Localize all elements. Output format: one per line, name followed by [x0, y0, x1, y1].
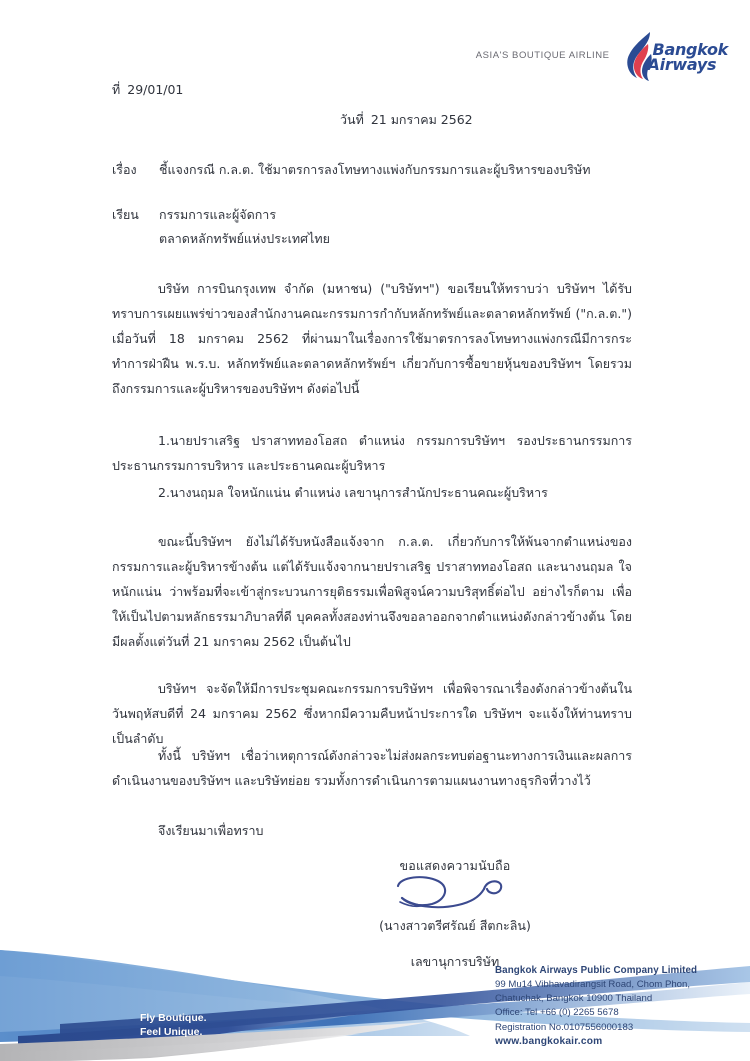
logo-word-airways: Airways [647, 54, 717, 74]
address-line-1: 99 Mu14 Vibhavadirangsit Road, Chom Phon, [495, 978, 691, 990]
signatory-name: (นางสาวตรีศรัณย์ สีตกะลิน) [379, 918, 531, 933]
letterhead [476, 30, 728, 82]
list-item [112, 480, 632, 505]
company-name: Bangkok Airways Public Company Limited [495, 964, 698, 976]
body-paragraph-4 [112, 743, 632, 793]
airline-tagline: ASIA'S BOUTIQUE AIRLINE [475, 49, 610, 61]
date-value: 21 มกราคม 2562 [370, 112, 473, 127]
office-phone: Office: Tel +66 (0) 2265 5678 [495, 1007, 619, 1019]
reference-value: 29/01/01 [127, 82, 184, 97]
subject-value: ชี้แจงกรณี ก.ล.ต. ใช้มาตรการลงโทษทางแพ่งกับกรรมการและผู้บริหารของบริษัท [159, 162, 591, 177]
addressee-label-spacer [112, 229, 159, 249]
company-address-block [495, 964, 730, 1049]
brand-tagline-line-1: Fly Boutique. [140, 1012, 207, 1024]
body-paragraph-3 [112, 676, 632, 751]
date-label: วันที่ [340, 112, 364, 127]
addressee-row [112, 205, 276, 225]
reference-number-row [112, 80, 183, 100]
brand-tagline-line-2: Feel Unique. [140, 1026, 203, 1038]
list-item-2-text: 2.นางนฤมล ใจหนักแน่น ตำแหน่ง เลขานุการสำนักประธานคณะผู้บริหาร [158, 485, 548, 500]
signatory-title: เลขานุการบริษัท [410, 954, 500, 969]
body-paragraph-5-text: จึงเรียนมาเพื่อทราบ [158, 823, 264, 838]
bangkok-airways-logo [624, 30, 728, 82]
subject-row [112, 160, 590, 180]
body-paragraph-1-text: บริษัท การบินกรุงเทพ จำกัด (มหาชน) ("บริษัทฯ") ขอเรียนให้ทราบว่า บริษัทฯ ได้รับทราบการเผยแพร่ข่าวของสำนักงานคณะกรรมการกำกับหลักทรัพย์และตลาดหลักทรัพย์ ("ก.ล.ต.") เมื่อวันที่ 18 มกราคม 2562 ที่ผ่านมาในเรื่องการใช้มาตรการลงโทษทางแพ่งกรณีมีการกระทำการฝ่าฝืน พ.ร.บ. หลักทรัพย์และตลาดหลักทรัพย์ฯ เกี่ยวกับการซื้อขายหุ้นของบริษัทฯ โดยรวมถึงกรรมการและผู้บริหารของบริษัทฯ ดังต่อไปนี้ [112, 281, 632, 396]
list-item-1-text: 1.นายปราเสริฐ ปราสาททองโอสถ ตำแหน่ง กรรมการบริษัทฯ รองประธานกรรมการ ประธานกรรมการบริหาร และประธานคณะผู้บริหาร [112, 433, 632, 473]
date-row [340, 110, 473, 130]
body-paragraph-2-text: ขณะนี้บริษัทฯ ยังไม่ได้รับหนังสือแจ้งจาก ก.ล.ต. เกี่ยวกับการให้พ้นจากตำแหน่งของกรรมการและผู้บริหารข้างต้น แต่ได้รับแจ้งจากนายปราเสริฐ ปราสาททองโอสถ และนางนฤมล ใจหนักแน่น ว่าพร้อมที่จะเข้าสู่กระบวนการยุติธรรมเพื่อพิสูจน์ความบริสุทธิ์ต่อไป อย่างไรก็ตาม เพื่อให้เป็นไปตามหลักธรรมาภิบาลที่ดี บุคคลทั้งสองท่านจึงขอลาออกจากตำแหน่งดังกล่าวข้างต้น โดยมีผลตั้งแต่วันที่ 21 มกราคม 2562 เป็นต้นไป [112, 534, 632, 649]
logo-wordmark [647, 39, 728, 74]
body-paragraph-5 [112, 818, 632, 843]
body-paragraph-1 [112, 276, 632, 401]
body-paragraph-2 [112, 529, 632, 654]
handwritten-signature [380, 872, 530, 918]
brand-tagline [140, 1011, 207, 1039]
address-line-2: Chatuchak, Bangkok 10900 Thailand [495, 993, 653, 1005]
body-paragraph-4-text: ทั้งนี้ บริษัทฯ เชื่อว่าเหตุการณ์ดังกล่าวจะไม่ส่งผลกระทบต่อฐานะทางการเงินและผลการดำเนินงานของบริษัทฯ และบริษัทย่อย รวมทั้งการดำเนินการตามแผนงานทางธุรกิจที่วางไว้ [112, 748, 632, 788]
closing-salutation: ขอแสดงความนับถือ [399, 858, 511, 873]
addressee-label: เรียน [112, 207, 139, 222]
addressee-row-secondary [112, 229, 330, 249]
addressee-organization: ตลาดหลักทรัพย์แห่งประเทศไทย [159, 231, 330, 246]
body-paragraph-3-text: บริษัทฯ จะจัดให้มีการประชุมคณะกรรมการบริษัทฯ เพื่อพิจารณาเรื่องดังกล่าวข้างต้นในวันพฤหัสบดีที่ 24 มกราคม 2562 ซึ่งหากมีความคืบหน้าประการใด บริษัทฯ จะแจ้งให้ท่านทราบเป็นลำดับ [112, 681, 632, 746]
reference-label: ที่ [112, 82, 121, 97]
logo-word-bangkok: Bangkok [652, 39, 728, 59]
subject-label: เรื่อง [112, 162, 137, 177]
website-url[interactable]: www.bangkokair.com [495, 1035, 603, 1047]
addressee-value: กรรมการและผู้จัดการ [159, 207, 277, 222]
list-item [112, 428, 632, 478]
registration-number: Registration No.0107556000183 [495, 1021, 634, 1033]
